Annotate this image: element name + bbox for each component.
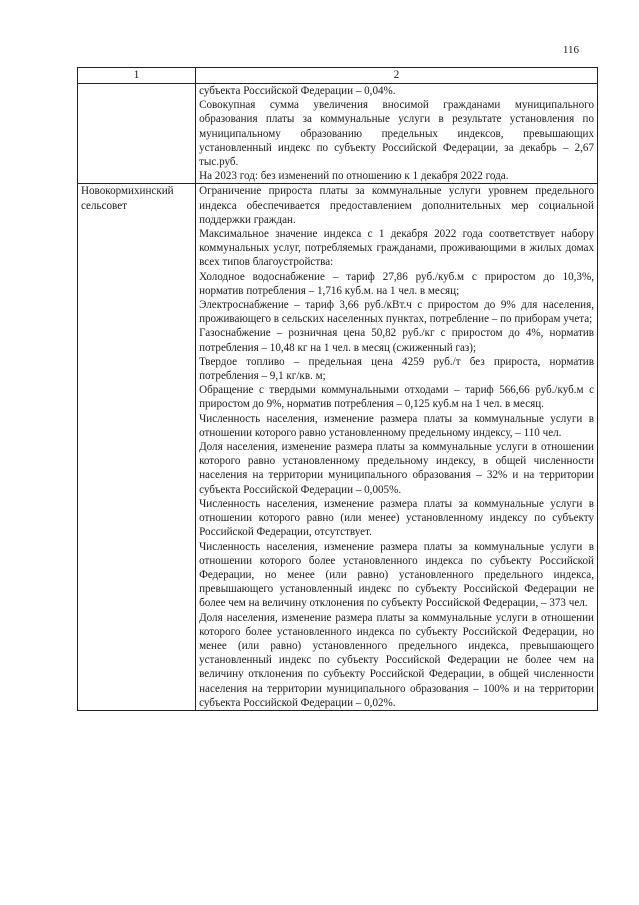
row1-col1 <box>78 84 196 184</box>
header-col-1: 1 <box>78 68 196 84</box>
paragraph: Газоснабжение – розничная цена 50,82 руб./кг с приростом до 4%, норматив потребления – 10,48 кг на 1 чел. в месяц (сжиженный газ); <box>199 327 594 354</box>
tariff-table <box>77 67 598 711</box>
paragraph: Численность населения, изменение размера платы за коммунальные услуги в отношении которого более установленного индекса по субъекту Российской Федерации, но менее (или равно) установленного предельного индекса, превышающего установленный индекс по субъекту Российской Федерации не более чем на величину отклонения по субъекту Российской Федерации, – 373 чел. <box>199 540 594 610</box>
table-row <box>78 184 598 711</box>
page-number: 116 <box>562 44 579 56</box>
table-header-row <box>78 68 598 84</box>
paragraph: Численность населения, изменение размера платы за коммунальные услуги в отношении которого равно установленному предельному индексу, – 110 чел. <box>199 412 594 439</box>
paragraph: Совокупная сумма увеличения вносимой гражданами муниципального образования платы за коммунальные услуги в результате установления по муниципальному образованию предельных индексов, превышающих установленный индекс по субъекту Российской Федерации, за декабрь – 2,67 тыс.руб. <box>199 99 594 169</box>
paragraph: Доля населения, изменение размера платы за коммунальные услуги в отношении которого равно установленному предельному индексу, в общей численности населения на территории муниципального образования – 32% и на территории субъекта Российской Федерации – 0,005%. <box>199 441 594 496</box>
header-col-2: 2 <box>196 68 598 84</box>
municipality-name: Новокормихинский сельсовет <box>78 184 196 711</box>
paragraph: субъекта Российской Федерации – 0,04%. <box>199 85 396 97</box>
row1-col2 <box>196 84 598 184</box>
paragraph: Ограничение прироста платы за коммунальные услуги уровнем предельного индекса обеспечивается предоставлением дополнительных мер социальной поддержки граждан. <box>199 185 594 226</box>
paragraph: Электроснабжение – тариф 3,66 руб./кВт.ч с приростом до 9% для населения, проживающего в сельских населенных пунктах, потребление – по приборам учета; <box>199 299 594 326</box>
table-row <box>78 84 598 184</box>
paragraph: Обращение с твердыми коммунальными отходами – тариф 566,66 руб./куб.м с приростом до 9%, норматив потребления – 0,125 куб.м на 1 чел. в месяц. <box>199 384 594 411</box>
paragraph: Твердое топливо – предельная цена 4259 руб./т без прироста, норматив потребления – 9,1 кг/кв. м; <box>199 355 594 383</box>
paragraph: Холодное водоснабжение – тариф 27,86 руб./куб.м с приростом до 10,3%, норматив потребления – 1,716 куб.м. на 1 чел. в месяц; <box>199 270 594 297</box>
row2-col2 <box>196 184 598 711</box>
paragraph: Доля населения, изменение размера платы за коммунальные услуги в отношении которого более установленного индекса по субъекту Российской Федерации, но менее (или равно) установленного предельного индекса, превышающего установленный индекс по субъекту Российской Федерации не более чем на величину отклонения по субъекту Российской Федерации, в общей численности населения на территории муниципального образования – 100% и на территории субъекта Российской Федерации – 0,02%. <box>199 611 594 709</box>
paragraph: На 2023 год: без изменений по отношению к 1 декабря 2022 года. <box>199 170 509 183</box>
paragraph: Численность населения, изменение размера платы за коммунальные услуги в отношении которого равно (или менее) установленному индексу по субъекту Российской Федерации, отсутствует. <box>199 497 594 539</box>
paragraph: Максимальное значение индекса с 1 декабря 2022 года соответствует набору коммунальных услуг, потребляемых гражданами, проживающими в жилых домах всех типов благоустройства: <box>199 228 594 269</box>
